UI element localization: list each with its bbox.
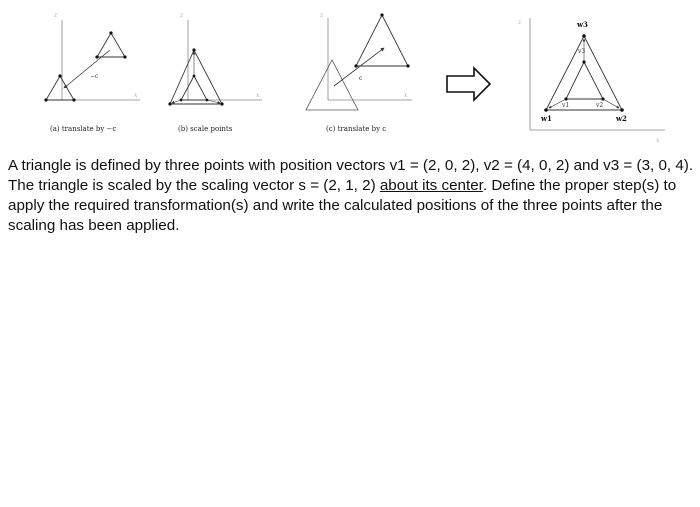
original-triangle [97,33,125,57]
caption-b: (b) scale points [178,125,233,133]
inner-triangle [181,76,207,100]
label-w2: w2 [616,114,627,123]
z-axis-label: z [54,12,58,19]
problem-text-part1: A triangle is defined by three points with position vectors v1 = (2, 0, 2), v2 = (4, 0, 2) and v3 = (3, 0, 4). The triangle is scaled by the scaling vector s = (2, 1, 2) [8,157,694,194]
scaled-at-origin-triangle [306,60,358,110]
caption-a: (a) translate by −c [50,125,117,133]
panel-c [306,12,412,133]
x-axis-label: x [134,92,138,99]
panel-a [44,12,140,133]
x-axis-label: x [656,137,660,144]
translated-back-triangle [356,15,408,66]
problem-emphasis: about its center [379,177,483,194]
label-v2: v2 [596,102,604,109]
translation-vector [64,50,110,88]
inner-triangle [566,62,603,99]
z-axis-label: z [518,19,522,26]
transformation-figure [0,0,700,150]
translated-triangle [46,76,74,100]
z-axis-label: z [180,12,184,19]
caption-c: (c) translate by c [326,125,387,133]
label-v3: v3 [578,48,586,55]
panel-b [168,12,262,133]
z-axis-label: z [320,12,324,19]
vector-label-neg-c: −c [90,73,99,80]
problem-statement [8,156,698,236]
problem-text-part2: . Define the proper step(s) to apply the required transformation(s) and write the calculated positions of the three points after the scaling has been applied. [8,177,677,234]
vector-label-c: c [359,75,363,82]
right-arrow-icon [447,68,490,100]
label-v1: v1 [562,102,570,109]
x-axis-label: x [256,92,260,99]
x-axis-label: x [404,92,408,99]
label-w3: w3 [577,20,588,29]
scaled-triangle [170,50,222,104]
panel-d [517,18,665,144]
label-w1: w1 [541,114,552,123]
